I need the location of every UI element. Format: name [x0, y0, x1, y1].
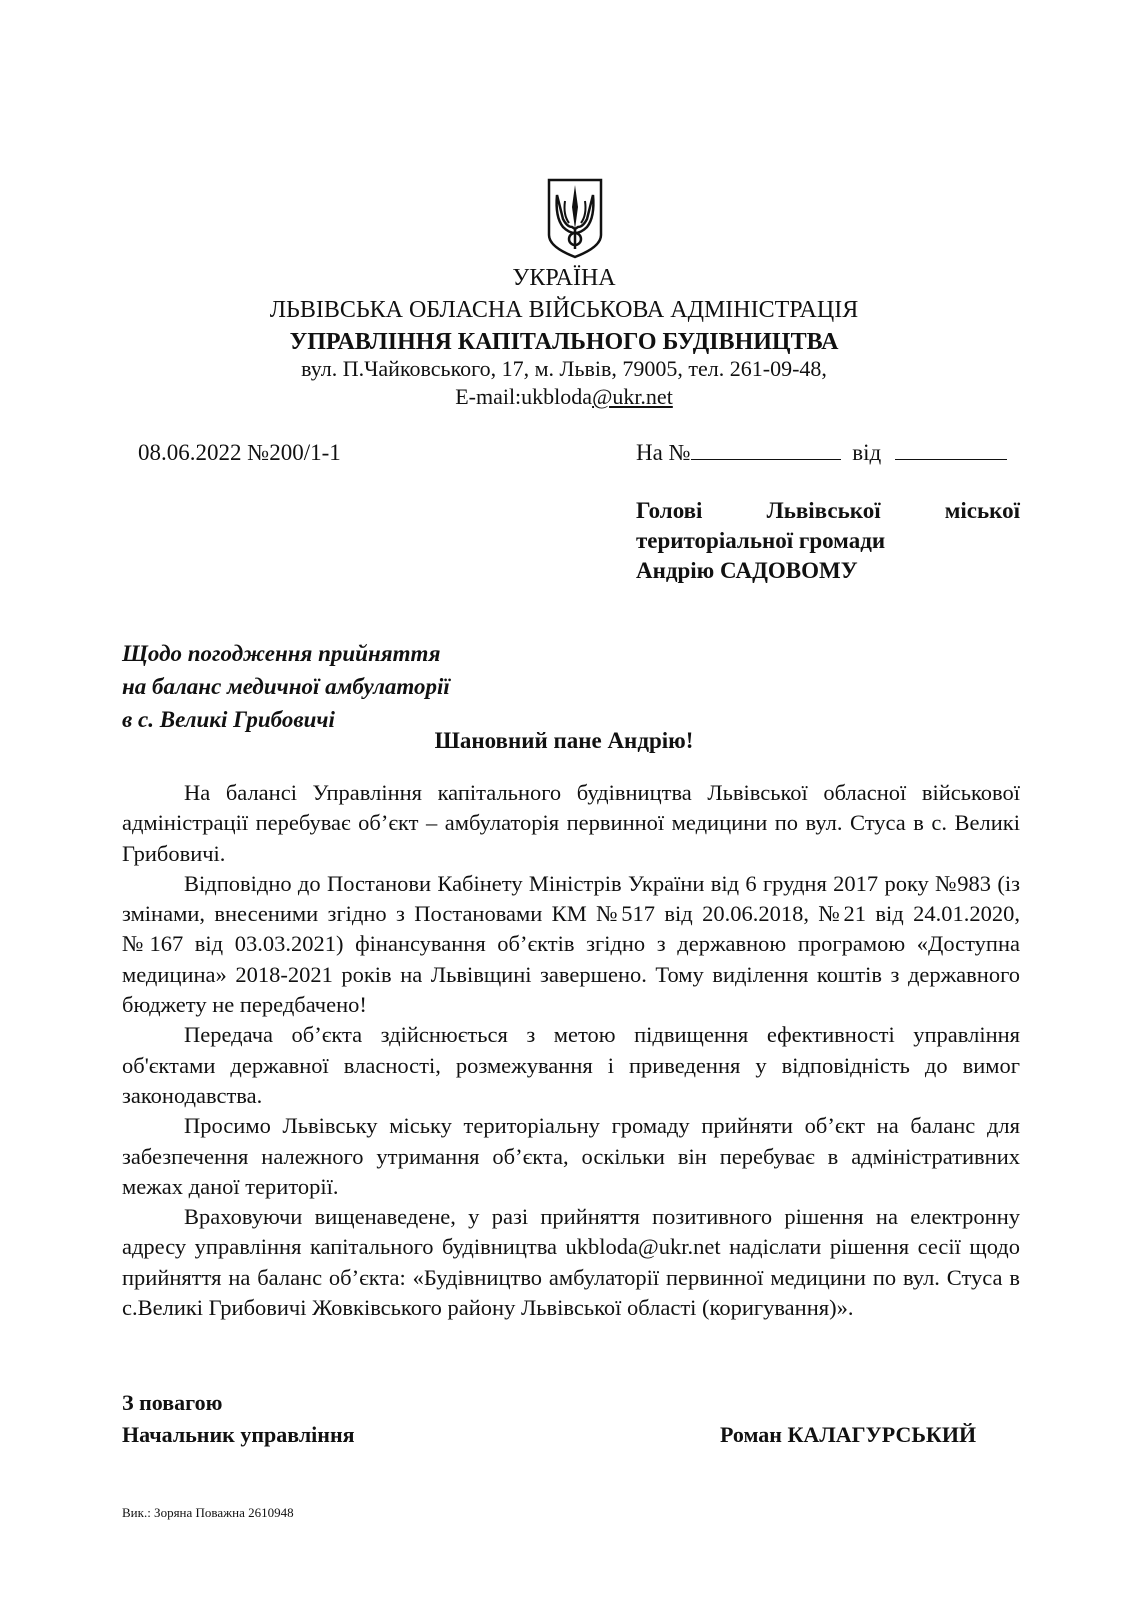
addressee-name: Андрію САДОВОМУ [636, 558, 858, 583]
email-prefix: E-mail: [455, 384, 522, 409]
signer-name: Роман КАЛАГУРСЬКИЙ [720, 1422, 977, 1447]
department-address: вул. П.Чайковського, 17, м. Львів, 79005, тел. 261-09-48, [301, 356, 827, 381]
subject-block [122, 637, 450, 736]
salutation: Шановний пане Андрію! [434, 728, 694, 753]
country-name: УКРАЇНА [512, 265, 616, 291]
executor-note: Вик.: Зоряна Поважна 2610948 [122, 1505, 294, 1520]
letter-body [122, 778, 1020, 1323]
body-paragraph: Передача об’єкта здійснюється з метою підвищення ефективності управління об'єктами державної власності, розмежування і приведення у відповідність до вимог законодавства. [122, 1022, 1020, 1108]
department-email [0, 382, 1128, 412]
outgoing-date-number: 08.06.2022 №200/1-1 [138, 440, 341, 465]
signer-position: Начальник управління [122, 1422, 355, 1447]
department-name: УПРАВЛІННЯ КАПІТАЛЬНОГО БУДІВНИЦТВА [289, 329, 839, 355]
reply-date-blank [895, 439, 1007, 460]
addressee-block [636, 496, 1020, 586]
reply-to-label: На № [636, 440, 691, 465]
body-paragraph: Враховуючи вищенаведене, у разі прийняття позитивного рішення на електронну адресу управління капітального будівництва ukbloda@ukr.net надіслати рішення сесії щодо прийняття на баланс об’єкта: «Будівництво амбулаторії первинної медицини по вул. Стуса в с.Великі Грибовичі Жовківського району Львівської області (коригування)». [122, 1204, 1020, 1321]
body-paragraph: На балансі Управління капітального будівництва Львівської обласної військової адміністрації перебуває об’єкт – амбулаторія первинної медицини по вул. Стуса в с. Великі Грибовичі. [122, 780, 1020, 866]
administration-name: ЛЬВІВСЬКА ОБЛАСНА ВІЙСЬКОВА АДМІНІСТРАЦІЯ [269, 297, 859, 323]
body-paragraph: Просимо Львівську міську територіальну громаду прийняти об’єкт на баланс для забезпечення належного утримання об’єкта, оскільки він перебуває в адміністративних межах даної території. [122, 1113, 1020, 1199]
subject-line: на баланс медичної амбулаторії [122, 674, 450, 699]
trident-coat-of-arms-icon [545, 177, 605, 259]
body-paragraph: Відповідно до Постанови Кабінету Міністрів України від 6 грудня 2017 року №983 (із змінами, внесеними згідно з Постановами КМ №517 від 20.06.2018, №21 від 24.01.2020, №167 від 03.03.2021) фінансування об’єктів згідно з державною програмою «Доступна медицина» 2018-2021 років на Львівщині завершено. Тому виділення коштів з державного бюджету не передбачено! [122, 870, 1020, 1018]
addressee-line-1: Голові Львівської міської [636, 498, 1020, 523]
email-user: ukbloda [521, 384, 593, 409]
subject-line: Щодо погодження прийняття [122, 641, 441, 666]
closing-regards: З повагою [122, 1390, 223, 1415]
from-label: від [852, 440, 882, 465]
closing-block [122, 1387, 355, 1451]
subject-line: в с. Великі Грибовичі [122, 707, 335, 732]
reply-reference [636, 438, 1007, 468]
addressee-line-2: територіальної громади [636, 528, 886, 553]
reply-number-blank [691, 439, 841, 460]
email-domain-link[interactable]: @ukr.net [592, 384, 673, 409]
